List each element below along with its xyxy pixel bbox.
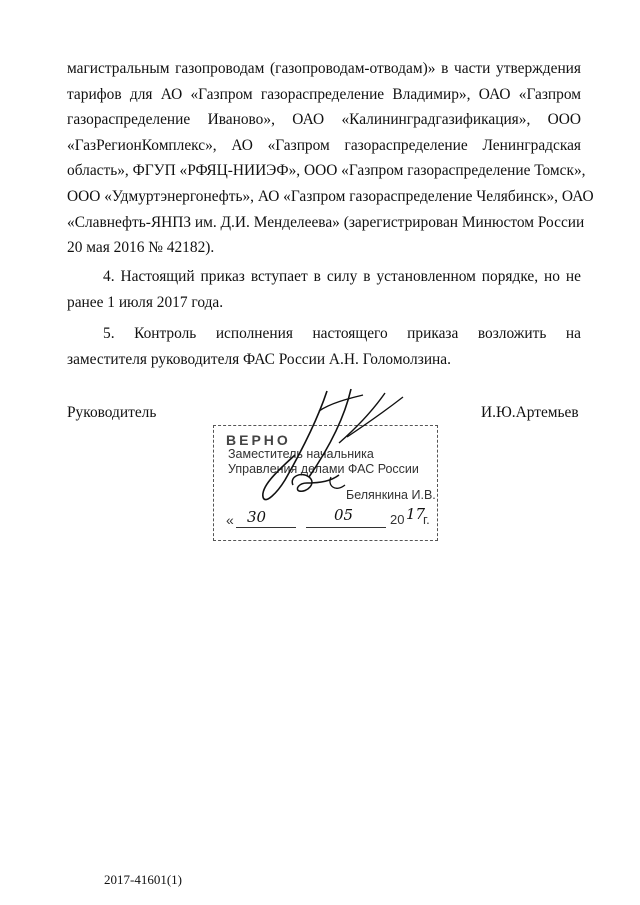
text-line: «ГазРегионКомплекс», АО «Газпром газораспределение Ленинградская [67,136,581,154]
stamp-date-open-quote: « [226,512,234,528]
text-line: 4. Настоящий приказ вступает в силу в установленном порядке, но не [103,268,581,285]
text-line: «Славнефть-ЯНПЗ им. Д.И. Менделеева» (зарегистрирован Минюстом России [67,213,585,231]
text-line: газораспределение Иваново», ОАО «Калининградгазификация», ООО [67,111,581,129]
paragraph-5 [67,321,581,372]
stamp-date-year-prefix: 20 [390,512,405,527]
text-line: магистральным газопроводам (газопроводам-отводам)» в части утверждения [67,60,581,77]
stamp-line-2: Управления делами ФАС России [228,462,419,476]
document-registration-code: 2017-41601(1) [104,872,182,887]
stamp-date-day: 30 [247,508,267,526]
text-line: ООО «Удмуртэнергонефть», АО «Газпром газораспределение Челябинск», ОАО [67,187,594,205]
stamp-signer: Белянкина И.В. [346,488,436,502]
text-line: тарифов для АО «Газпром газораспределение Владимир», ОАО «Газпром [67,85,581,103]
stamp-date-year-suffix: г. [423,512,430,527]
text-line: ранее 1 июля 2017 года. [67,293,224,311]
stamp-line-1: Заместитель начальника [228,447,374,461]
date-day-underline [236,527,296,528]
stamp-date-year: 17 [406,505,426,523]
stamp-title: ВЕРНО [226,432,291,448]
signer-position: Руководитель [67,404,157,421]
signer-name: И.Ю.Артемьев [481,404,579,421]
text-line: область», ФГУП «РФЯЦ-НИИЭФ», ООО «Газпром газораспределение Томск», [67,162,586,180]
stamp-date-month: 05 [334,506,354,524]
text-line: 5. Контроль исполнения настоящего приказа возложить на [103,325,581,342]
text-line: заместителя руководителя ФАС России А.Н. Голомолзина. [67,350,451,368]
date-month-underline [306,527,386,528]
paragraph-4 [67,264,581,315]
handwritten-signature [235,385,415,515]
paragraph-continuation [67,56,594,261]
text-line: 20 мая 2016 № 42182). [67,239,215,257]
